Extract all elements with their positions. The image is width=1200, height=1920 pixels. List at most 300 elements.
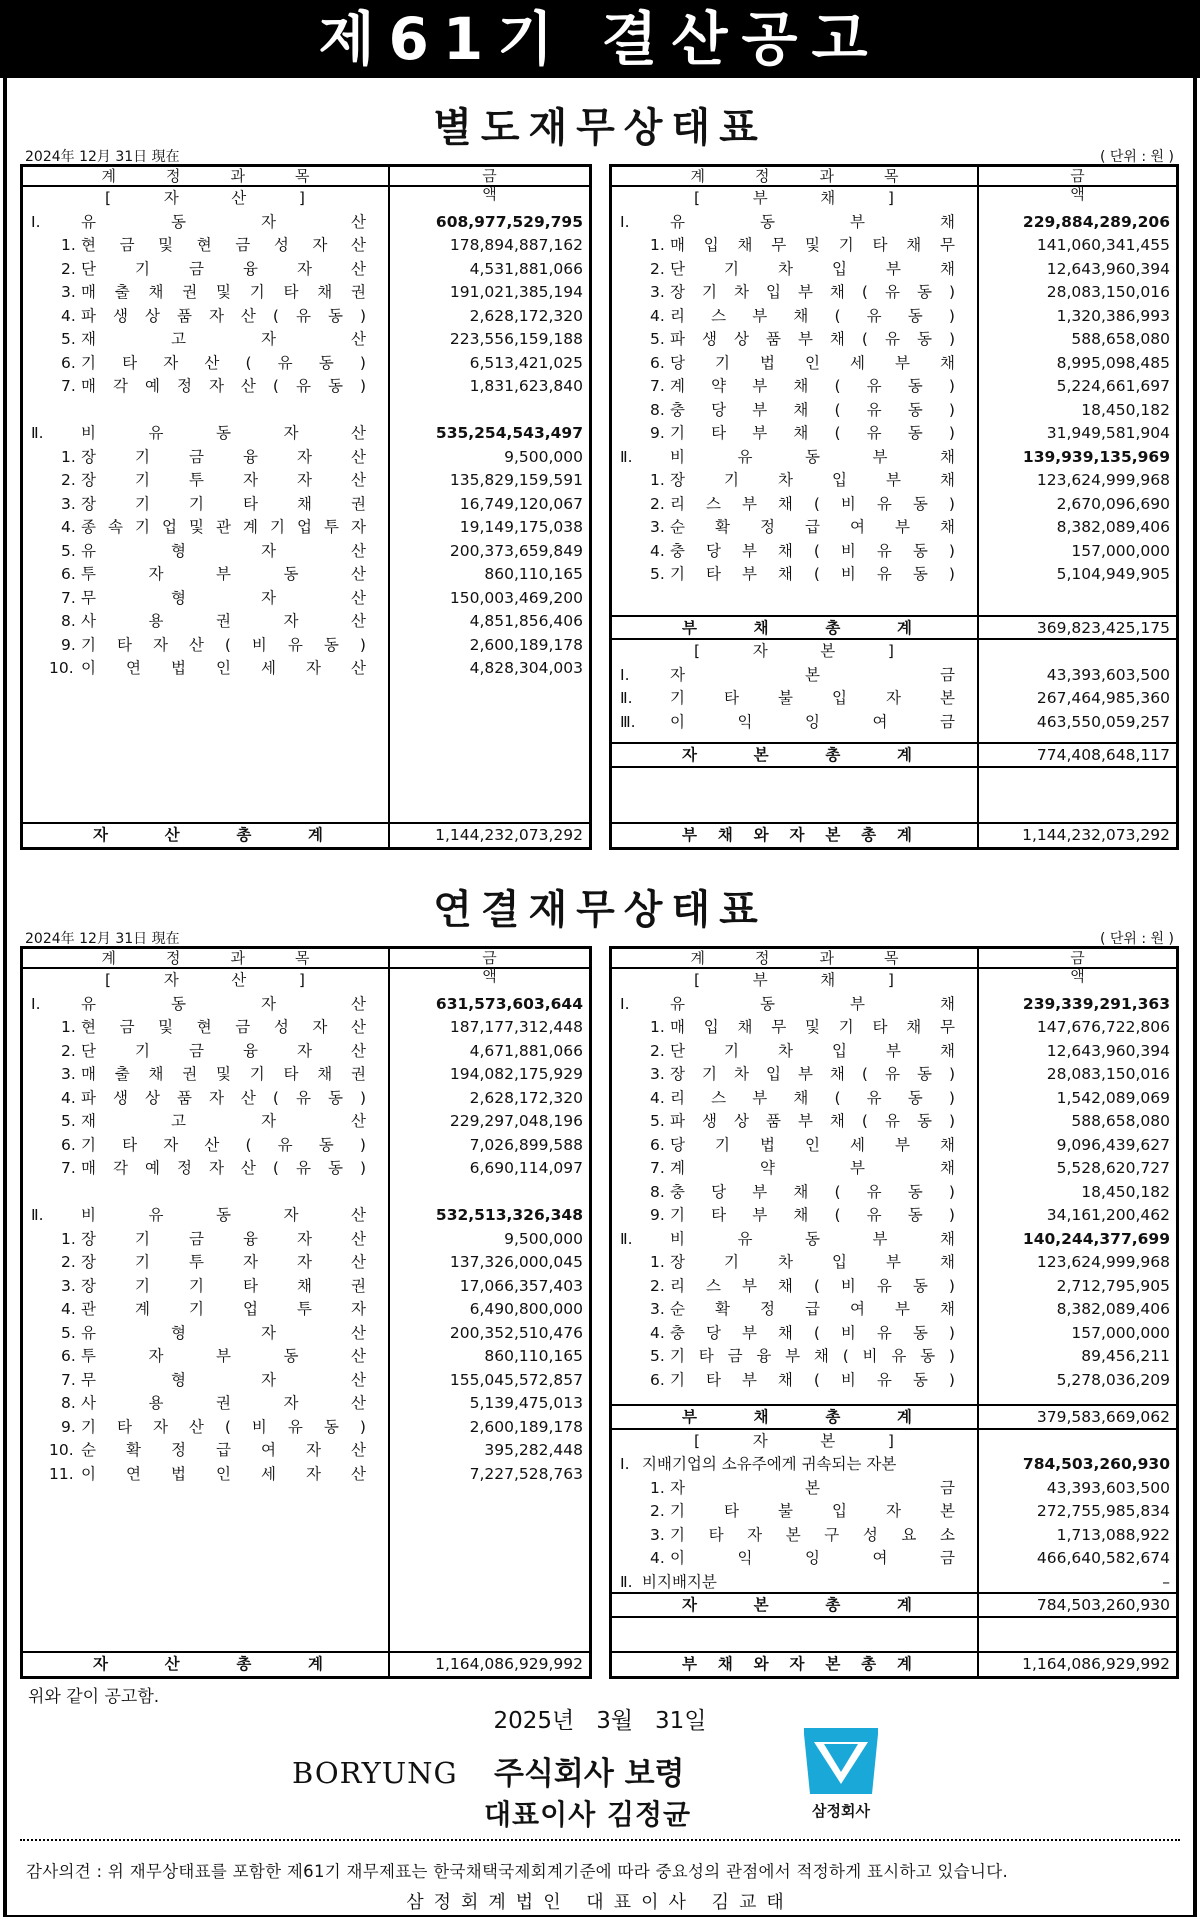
separate-assets-section [23,187,589,209]
consolidated-asset-row-number: 7. [61,1370,76,1389]
separate-asset-row-label: 유 동 자 산 [81,212,366,231]
consolidated-liability-row-number: 5. [650,1112,665,1130]
separate-grand-total-amount: 1,144,232,073,292 [1022,826,1170,844]
consolidated-asset-row-amount: 229,297,048,196 [449,1112,583,1130]
consolidated-liabilities-section-text: [ 부 채 ] [694,971,894,989]
separate-liability-row-amount: 157,000,000 [1071,541,1170,560]
audit-opinion: 감사의견 : 위 재무상태표를 포함한 제61기 재무제표는 한국채택국제회계기준에 따라 중요성의 관점에서 적정하게 표시하고 있습니다. [26,1862,1008,1881]
separate-asset-row-amount: 4,531,881,066 [469,259,583,278]
consolidated-asset-row-label: 순 확 정 급 여 자 산 [81,1441,366,1459]
separate-asset-row-amount: 150,003,469,200 [449,588,583,607]
separate-equity-row-amount: 267,464,985,360 [1036,689,1170,707]
consolidated-asset-row-number: 4. [61,1300,76,1318]
consolidated-liability-row [612,1016,1176,1038]
consolidated-liability-row-amount: 5,278,036,209 [1056,1370,1170,1389]
consolidated-asset-row-number: 6. [61,1135,76,1154]
consolidated-assets-total [23,1653,589,1675]
separate-liability-row [612,281,1176,303]
separate-liability-row-amount: 28,083,150,016 [1046,283,1170,301]
separate-liability-row-amount: 2,670,096,690 [1056,494,1170,513]
separate-asset-row [23,540,589,562]
consolidated-equity-row-amount: 43,393,603,500 [1046,1478,1170,1497]
separate-grand-total-label: 부 채 와 자 본 총 계 [682,826,912,844]
separate-liability-row [612,352,1176,374]
separate-asset-row-label: 장 기 금 융 자 산 [81,447,366,466]
consolidated-liability-row-number: Ⅰ. [620,994,630,1013]
boryung-logo: BORYUNG [292,1756,458,1790]
consolidated-liability-row [612,1251,1176,1273]
separate-asset-row-amount: 2,628,172,320 [469,306,583,325]
consolidated-assets-table [20,946,592,1679]
consolidated-asset-row-amount: 200,352,510,476 [449,1323,583,1342]
separate-asset-row-amount: 200,373,659,849 [449,541,583,560]
separate-liability-row-amount: 8,382,089,406 [1056,518,1170,536]
consolidated-asset-row-number: 5. [61,1323,76,1342]
consolidated-asset-row-number: 3. [61,1276,76,1295]
separate-asset-row-label: 매 각 예 정 자 산 ( 유 동 ) [81,377,366,395]
company-name: 주식회사 보령 [494,1756,685,1792]
separate-asset-row-amount: 1,831,623,840 [469,377,583,395]
consolidated-assets-section-text: [ 자 산 ] [105,971,305,989]
separate-liability-row-amount: 588,658,080 [1071,330,1170,348]
separate-liability-row-amount: 141,060,341,455 [1036,236,1170,254]
separate-asset-row-number: Ⅰ. [31,212,41,231]
separate-liability-row-label: 파 생 상 품 부 채 ( 유 동 ) [670,330,955,348]
consolidated-liabilities-total-amount: 379,583,669,062 [1036,1408,1170,1426]
separate-liability-row-label: 비 유 동 부 채 [670,447,955,466]
separate-liability-row-label: 충 당 부 채 ( 유 동 ) [670,400,955,419]
consolidated-equity-row-amount: 1,713,088,922 [1056,1525,1170,1544]
consolidated-liability-row-label: 리 스 부 채 ( 유 동 ) [670,1088,955,1107]
consolidated-liability-row-number: 5. [650,1347,665,1365]
consolidated-asset-row [23,1392,589,1414]
separate-equity-total [612,744,1176,766]
consolidated-liability-row-number: 4. [650,1323,665,1342]
separate-liability-row-label: 리 스 부 채 ( 비 유 동 ) [670,494,955,513]
separate-asset-row-number: 4. [61,306,76,325]
separate-liability-row-label: 장 기 차 입 부 채 [670,471,955,489]
consolidated-asset-row-label: 유 동 자 산 [81,994,366,1013]
separate-assets-total-amount: 1,144,232,073,292 [435,826,583,844]
consolidated-title: 연결재무상태표 [433,887,767,933]
consolidated-liability-row-amount: 8,382,089,406 [1056,1300,1170,1318]
separate-equity-row-label: 자 본 금 [670,665,955,684]
consolidated-asset-row-label: 매 각 예 정 자 산 ( 유 동 ) [81,1159,366,1177]
separate-title: 별도재무상태표 [433,105,767,151]
consolidated-liability-row-amount: 147,676,722,806 [1036,1018,1170,1036]
consolidated-asset-row-amount: 17,066,357,403 [459,1276,583,1295]
consolidated-asset-row-amount: 395,282,448 [484,1441,583,1459]
consolidated-liability-row [612,1228,1176,1250]
consolidated-asset-row-amount: 6,490,800,000 [469,1300,583,1318]
consolidated-equity-row-amount: 784,503,260,930 [1022,1455,1170,1473]
auditor-signature: 삼정회계법인 대표이사 김교태 [406,1892,794,1913]
consolidated-equity-section-text: [ 자 본 ] [694,1431,894,1450]
separate-asset-row [23,563,589,585]
consolidated-asset-row-number: Ⅰ. [31,994,41,1013]
consolidated-liability-row [612,1157,1176,1179]
separate-liability-row [612,234,1176,256]
seal-text: 삼정회사 [812,1802,870,1820]
separate-date: 2024年 12月 31日 現在 [25,149,180,165]
separate-liability-row-number: 7. [650,377,665,395]
consolidated-asset-row [23,1204,589,1226]
consolidated-liability-row [612,1087,1176,1109]
separate-liabilities-total-label: 부 채 총 계 [682,618,912,637]
consolidated-asset-row-label: 재 고 자 산 [81,1112,366,1130]
consolidated-asset-row [23,1040,589,1062]
consolidated-liability-row-label: 매 입 채 무 및 기 타 채 무 [670,1018,955,1036]
separate-liability-row-amount: 229,884,289,206 [1022,212,1170,231]
separate-asset-row [23,234,589,256]
separate-asset-row [23,469,589,491]
separate-liability-row-amount: 8,995,098,485 [1056,353,1170,372]
consolidated-liability-row-number: 6. [650,1135,665,1154]
consolidated-equity-row-label: 자 본 금 [670,1478,955,1497]
consolidated-equity-row-amount: – [1162,1572,1170,1591]
separate-asset-row-label: 무 형 자 산 [81,588,366,607]
consolidated-asset-row [23,1416,589,1438]
separate-liability-row [612,258,1176,280]
separate-equity-row-number: Ⅰ. [620,665,630,684]
separate-equity-row-label: 기 타 불 입 자 본 [670,689,955,707]
separate-asset-row [23,258,589,280]
separate-equity-section [612,640,1176,662]
consolidated-asset-row-amount: 2,600,189,178 [469,1417,583,1436]
consolidated-asset-row [23,1087,589,1109]
consolidated-asset-row-amount: 532,513,326,348 [435,1206,583,1224]
consolidated-asset-row-label: 기 타 자 산 ( 유 동 ) [81,1135,366,1154]
consolidated-asset-row-amount: 7,227,528,763 [469,1464,583,1483]
separate-asset-row-label: 매 출 채 권 및 기 타 채 권 [81,283,366,301]
consolidated-liability-row-number: 7. [650,1159,665,1177]
separate-grand-total [612,824,1176,846]
consolidated-equity-row-number: 1. [650,1478,665,1497]
separate-asset-row-label: 재 고 자 산 [81,330,366,348]
separate-liability-row-amount: 31,949,581,904 [1046,424,1170,442]
separate-equity-row [612,687,1176,709]
consolidated-equity-row-number: 2. [650,1502,665,1520]
separate-liability-row-amount: 139,939,135,969 [1022,447,1170,466]
separate-liability-row [612,540,1176,562]
consolidated-liability-row [612,1322,1176,1344]
separate-asset-row-number: 3. [61,283,76,301]
separate-asset-row-number: 2. [61,471,76,489]
separate-liab-header-amount: 금액 [1070,167,1175,203]
consolidated-liability-row-label: 비 유 동 부 채 [670,1229,955,1248]
consolidated-liability-row-label: 기 타 금 융 부 채 ( 비 유 동 ) [670,1347,955,1365]
consolidated-asset-row [23,1369,589,1391]
separate-asset-row [23,634,589,656]
separate-asset-row-number: 5. [61,330,76,348]
consolidated-asset-row [23,1110,589,1132]
separate-equity-row [612,711,1176,733]
separate-liability-row [612,375,1176,397]
consolidated-equity-total-amount: 784,503,260,930 [1036,1596,1170,1614]
consolidated-asset-row-label: 관 계 기 업 투 자 [81,1300,366,1318]
consolidated-equity-row-amount: 272,755,985,834 [1036,1502,1170,1520]
separate-asset-row-amount: 178,894,887,162 [449,236,583,254]
separate-liability-row-label: 기 타 부 채 ( 비 유 동 ) [670,565,955,583]
separate-assets-header-account: 계정과목 [101,167,360,185]
separate-liability-row-number: 5. [650,565,665,583]
separate-liability-row-label: 순 확 정 급 여 부 채 [670,518,955,536]
consolidated-liability-row [612,1298,1176,1320]
separate-asset-row-number: 9. [61,635,76,654]
consolidated-assets-total-amount: 1,164,086,929,992 [435,1655,583,1673]
consolidated-asset-row-amount: 187,177,312,448 [449,1018,583,1036]
separate-asset-row [23,610,589,632]
consolidated-asset-row [23,1439,589,1461]
separate-liability-row [612,422,1176,444]
consolidated-equity-row [612,1547,1176,1569]
separate-liabilities-equity-table [609,164,1179,850]
separate-asset-row [23,587,589,609]
separate-liability-row [612,211,1176,233]
separate-equity-section-text: [ 자 본 ] [694,642,894,660]
separate-asset-row [23,446,589,468]
consolidated-liabilities-equity-table [609,946,1179,1679]
separate-liability-row-number: 8. [650,400,665,419]
separate-liability-row-number: 4. [650,306,665,325]
consolidated-asset-row-number: 3. [61,1065,76,1083]
consolidated-liability-row [612,1204,1176,1226]
separate-asset-row-label: 종 속 기 업 및 관 계 기 업 투 자 [81,518,366,536]
consolidated-asset-row-amount: 7,026,899,588 [469,1135,583,1154]
consolidated-liability-row-number: 4. [650,1088,665,1107]
separate-asset-row-amount: 608,977,529,795 [435,212,583,231]
consolidated-equity-row-label: 비지배지분 [642,1572,717,1591]
separate-liability-row-number: 9. [650,424,665,442]
consolidated-liability-row-number: Ⅱ. [620,1229,633,1248]
separate-liabilities-section [612,187,1176,209]
consolidated-liability-row-amount: 5,528,620,727 [1056,1159,1170,1177]
consolidated-liability-row-amount: 9,096,439,627 [1056,1135,1170,1154]
consolidated-liability-row-number: 2. [650,1276,665,1295]
separate-equity-row [612,664,1176,686]
separate-liability-row-number: Ⅰ. [620,212,630,231]
consolidated-liability-row-amount: 588,658,080 [1071,1112,1170,1130]
separate-liability-row-number: 1. [650,471,665,489]
consolidated-asset-row [23,1157,589,1179]
separate-liability-row-label: 단 기 차 입 부 채 [670,259,955,278]
separate-asset-row-amount: 9,500,000 [504,447,583,466]
consolidated-asset-row-label: 이 연 법 인 세 자 산 [81,1464,366,1483]
consolidated-asset-row-amount: 194,082,175,929 [449,1065,583,1083]
consolidated-liability-row-number: 2. [650,1041,665,1060]
separate-liability-row-label: 기 타 부 채 ( 유 동 ) [670,424,955,442]
separate-asset-row [23,657,589,679]
consolidated-equity-row-label: 이 익 잉 여 금 [670,1549,955,1567]
separate-liability-row-label: 당 기 법 인 세 부 채 [670,353,955,372]
consolidated-liability-row [612,1181,1176,1203]
separate-asset-row-number: 1. [61,447,76,466]
separate-liability-row-number: 4. [650,541,665,560]
consolidated-equity-row [612,1477,1176,1499]
consolidated-equity-row [612,1524,1176,1546]
consolidated-equity-row-number: Ⅰ. [620,1455,630,1473]
consolidated-asset-row [23,993,589,1015]
consolidated-asset-row-amount: 4,671,881,066 [469,1041,583,1060]
separate-asset-row-amount: 4,851,856,406 [469,612,583,630]
consolidated-liability-row-amount: 12,643,960,394 [1046,1041,1170,1060]
consolidated-asset-row-number: 9. [61,1417,76,1436]
separate-asset-row [23,493,589,515]
separate-asset-row-amount: 191,021,385,194 [449,283,583,301]
separate-asset-row-label: 현 금 및 현 금 성 자 산 [81,236,366,254]
consolidated-liability-row-amount: 140,244,377,699 [1022,1229,1170,1248]
separate-unit: ( 단위 : 원 ) [1099,149,1174,165]
separate-assets-table [20,164,592,850]
consolidated-liability-row-number: 1. [650,1018,665,1036]
separate-liabilities-section-text: [ 부 채 ] [694,189,894,207]
separate-asset-row [23,422,589,444]
separate-liability-row-number: 3. [650,518,665,536]
separate-asset-row-label: 파 생 상 품 자 산 ( 유 동 ) [81,306,366,325]
separate-equity-row-number: Ⅱ. [620,689,633,707]
separate-liability-row-amount: 5,104,949,905 [1056,565,1170,583]
consolidated-asset-row-number: 2. [61,1253,76,1271]
separate-equity-total-label: 자 본 총 계 [682,746,912,764]
separate-asset-row-amount: 19,149,175,038 [459,518,583,536]
consolidated-liability-row-label: 파 생 상 품 부 채 ( 유 동 ) [670,1112,955,1130]
separate-equity-row-label: 이 익 잉 여 금 [670,712,955,731]
separate-liability-row-number: Ⅱ. [620,447,633,466]
ceo-name: 대표이사 김정균 [484,1798,692,1831]
consolidated-liab-header-account: 계정과목 [690,949,949,967]
consolidated-asset-row-label: 현 금 및 현 금 성 자 산 [81,1018,366,1036]
consolidated-equity-total-line-bottom [612,1616,1176,1618]
separate-liability-row-label: 계 약 부 채 ( 유 동 ) [670,377,955,395]
consolidated-asset-row-label: 매 출 채 권 및 기 타 채 권 [81,1065,366,1083]
consolidated-liability-row-label: 기 타 부 채 ( 유 동 ) [670,1206,955,1224]
consolidated-asset-row [23,1463,589,1485]
consolidated-asset-row-label: 무 형 자 산 [81,1370,366,1389]
consolidated-date: 2024年 12月 31日 現在 [25,931,180,947]
separate-asset-row-amount: 135,829,159,591 [449,471,583,489]
consolidated-liability-row-label: 리 스 부 채 ( 비 유 동 ) [670,1276,955,1295]
consolidated-assets-header-amount: 금액 [482,949,587,985]
consolidated-asset-row-amount: 155,045,572,857 [449,1370,583,1389]
separate-liability-row-amount: 123,624,999,968 [1036,471,1170,489]
consolidated-grand-total-label: 부 채 와 자 본 총 계 [682,1655,912,1673]
separate-asset-row [23,399,589,421]
consolidated-liability-row-amount: 123,624,999,968 [1036,1253,1170,1271]
separate-asset-row-amount: 4,828,304,003 [469,659,583,677]
separate-asset-row [23,375,589,397]
consolidated-asset-row [23,1063,589,1085]
separate-asset-row-label: 단 기 금 융 자 산 [81,259,366,278]
separate-asset-row-label: 장 기 투 자 자 산 [81,471,366,489]
consolidated-liability-row [612,1110,1176,1132]
consolidated-asset-row-label: 유 형 자 산 [81,1323,366,1342]
consolidated-liability-row-amount: 28,083,150,016 [1046,1065,1170,1083]
separate-liabilities-total [612,617,1176,639]
consolidated-asset-row-number: 11. [49,1464,74,1483]
consolidated-liabilities-section [612,969,1176,991]
separate-asset-row [23,516,589,538]
consolidated-asset-row-label: 단 기 금 융 자 산 [81,1041,366,1060]
separate-asset-row-number: 10. [49,659,74,677]
consolidated-asset-row-number: 7. [61,1159,76,1177]
separate-asset-row-number: 6. [61,353,76,372]
consolidated-liability-row-number: 6. [650,1370,665,1389]
consolidated-equity-row-number: Ⅱ. [620,1572,633,1591]
consolidated-asset-row [23,1251,589,1273]
consolidated-liability-row [612,1345,1176,1367]
consolidated-equity-row [612,1500,1176,1522]
consolidated-equity-total-label: 자 본 총 계 [682,1596,912,1614]
separate-asset-row-amount: 860,110,165 [484,565,583,583]
consolidated-liability-row-number: 8. [650,1182,665,1201]
separate-asset-row-number: 6. [61,565,76,583]
closing-note: 위와 같이 공고함. [28,1687,160,1707]
consolidated-asset-row-number: 5. [61,1112,76,1130]
separate-asset-row-amount: 2,600,189,178 [469,635,583,654]
consolidated-liability-row-label: 순 확 정 급 여 부 채 [670,1300,955,1318]
separate-asset-row-label: 유 형 자 산 [81,541,366,560]
consolidated-liability-row-number: 3. [650,1300,665,1318]
consolidated-asset-row-number: 10. [49,1441,74,1459]
consolidated-equity-row-label: 기 타 자 본 구 성 요 소 [670,1525,955,1544]
consolidated-equity-row-amount: 466,640,582,674 [1036,1549,1170,1567]
consolidated-liability-row-label: 계 약 부 채 [670,1159,955,1177]
consolidated-asset-row-number: 2. [61,1041,76,1060]
separate-equity-total-amount: 774,408,648,117 [1036,746,1170,764]
consolidated-asset-row [23,1322,589,1344]
separate-asset-row-number: 8. [61,612,76,630]
separate-asset-row-number: 7. [61,588,76,607]
separate-liability-row-number: 2. [650,494,665,513]
separate-asset-row-label: 기 타 자 산 ( 유 동 ) [81,353,366,372]
separate-assets-header-amount: 금액 [482,167,587,203]
consolidated-asset-row [23,1345,589,1367]
separate-liability-row-number: 5. [650,330,665,348]
consolidated-liabilities-total [612,1406,1176,1428]
separate-asset-row-amount: 223,556,159,188 [449,330,583,348]
separate-liability-row-amount: 12,643,960,394 [1046,259,1170,278]
consolidated-liability-row-number: 1. [650,1253,665,1271]
separate-asset-row [23,305,589,327]
consolidated-liability-row-amount: 157,000,000 [1071,1323,1170,1342]
separate-liability-row-label: 유 동 부 채 [670,212,955,231]
consolidated-asset-row-amount: 5,139,475,013 [469,1394,583,1412]
consolidated-liability-row-label: 충 당 부 채 ( 비 유 동 ) [670,1323,955,1342]
divider [20,1839,1180,1841]
consolidated-grand-total-amount: 1,164,086,929,992 [1022,1655,1170,1673]
consolidated-liability-row-number: 9. [650,1206,665,1224]
consolidated-equity-total [612,1594,1176,1616]
consolidated-liability-row-label: 기 타 부 채 ( 비 유 동 ) [670,1370,955,1389]
consolidated-equity-row-number: 4. [650,1549,665,1567]
separate-asset-row-label: 이 연 법 인 세 자 산 [81,659,366,677]
consolidated-liability-row-label: 단 기 차 입 부 채 [670,1041,955,1060]
consolidated-liability-row-label: 장 기 차 입 부 채 [670,1253,955,1271]
consolidated-asset-row-amount: 9,500,000 [504,1229,583,1248]
separate-asset-row-number: 7. [61,377,76,395]
separate-equity-total-line-bottom [612,766,1176,768]
consolidated-liability-row [612,1040,1176,1062]
separate-asset-row-number: 1. [61,236,76,254]
consolidated-equity-row-label: 지배기업의 소유주에게 귀속되는 자본 [642,1455,897,1473]
consolidated-asset-row-label: 사 용 권 자 산 [81,1394,366,1412]
separate-asset-row-label: 장 기 기 타 채 권 [81,494,366,513]
consolidated-equity-row-label: 기 타 불 입 자 본 [670,1502,955,1520]
separate-equity-row-number: Ⅲ. [620,712,636,731]
consolidated-liability-row [612,1134,1176,1156]
separate-assets-section-text: [ 자 산 ] [105,189,305,207]
consolidated-equity-row [612,1453,1176,1475]
